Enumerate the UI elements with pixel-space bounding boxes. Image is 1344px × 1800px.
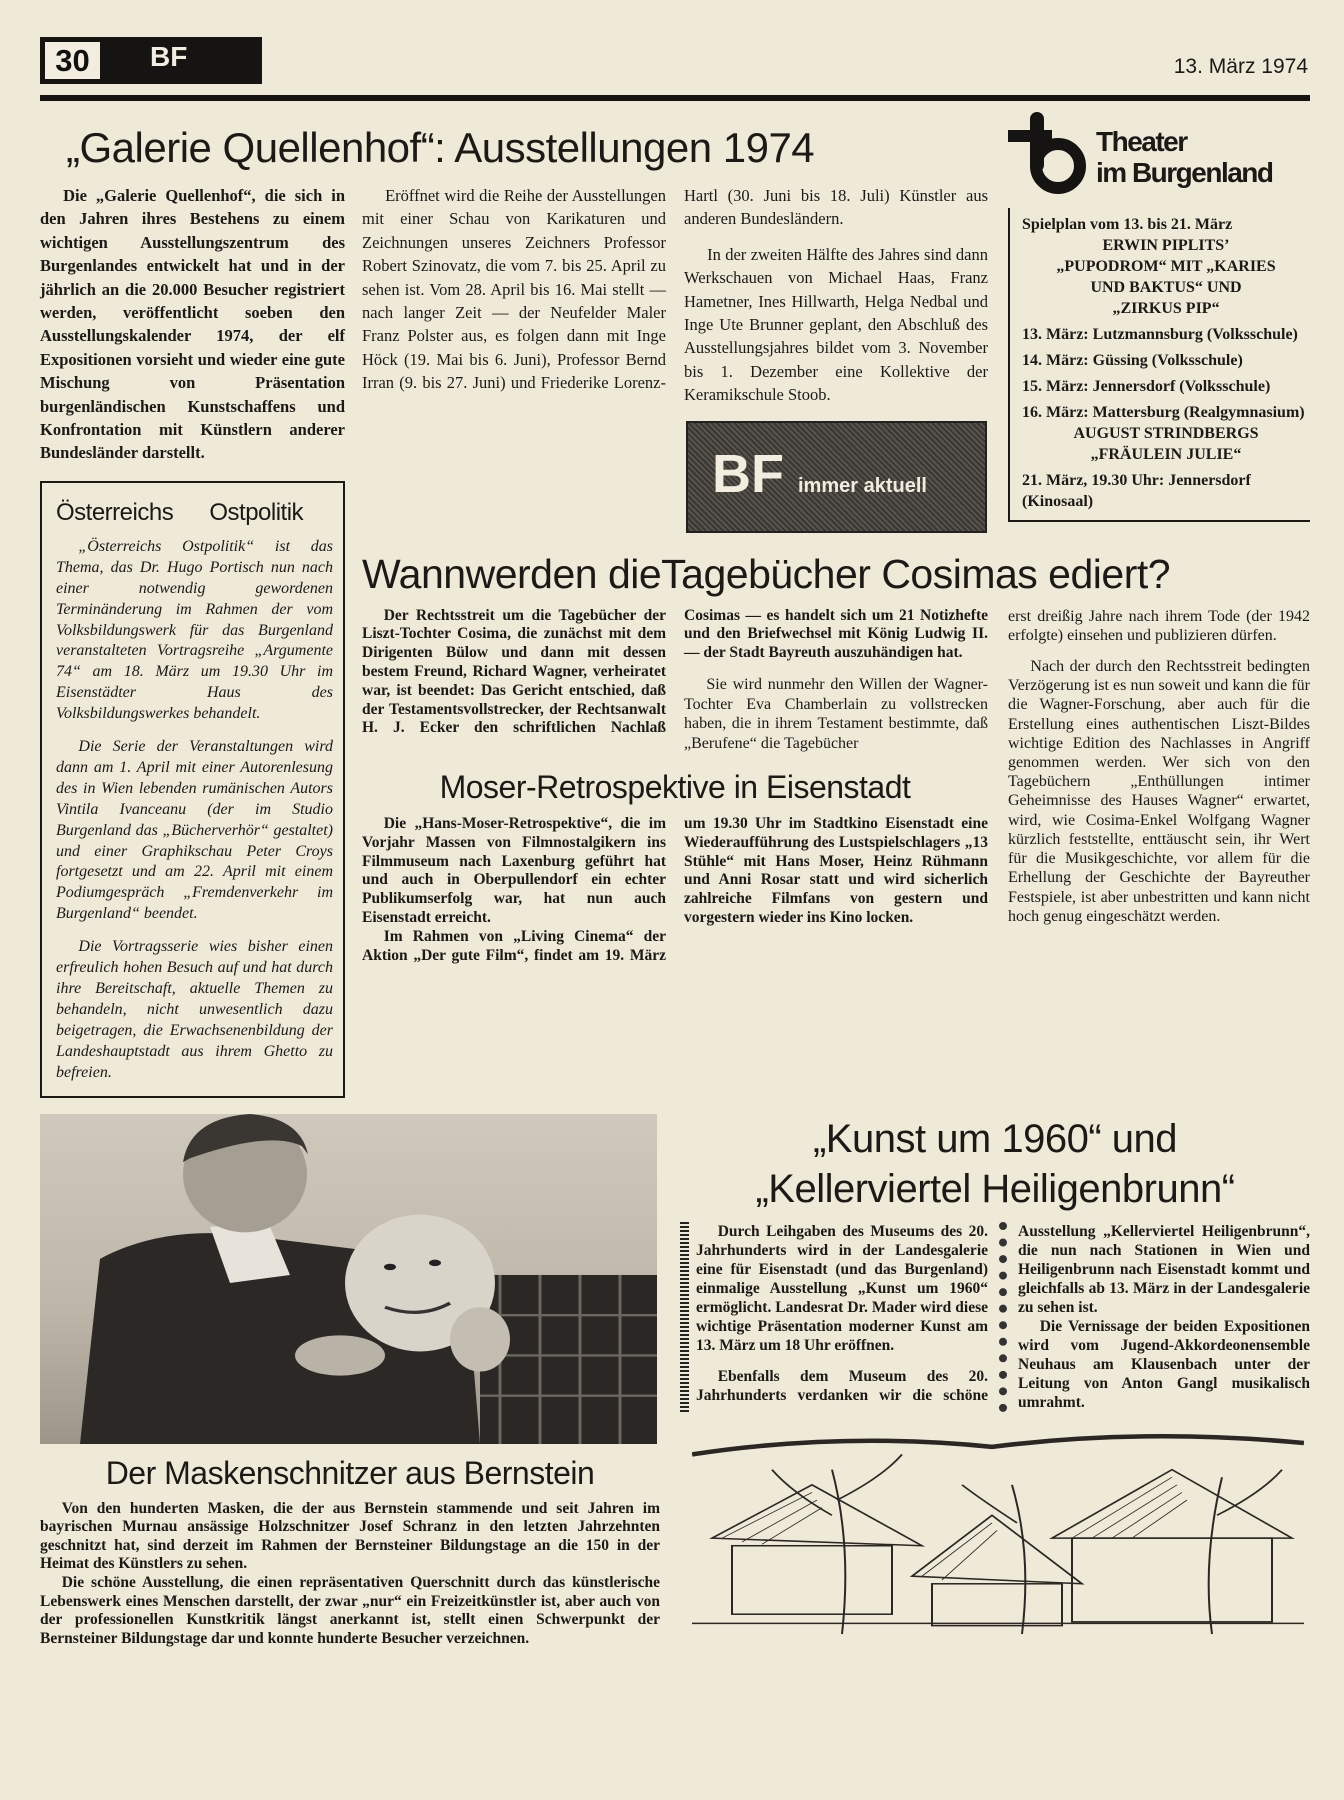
moser-body xyxy=(362,815,988,965)
galerie-continuation xyxy=(362,184,988,533)
play-1-title xyxy=(1022,235,1310,319)
top-headline-row xyxy=(40,110,1310,188)
page-header-badge xyxy=(40,37,262,84)
wagner-paragraph-1: Der Rechtsstreit um die Tagebücher der Liszt-Tochter Cosima, die zunächst mit dem Dirigenten Bülow und dann mit dessen bestem Freund, Richard Wagner, verheiratet war, ist beendet: Das Gericht entschied, daß der Testamentsvollstrecker, der Rechtsanwalt H. J. Ecker den schriftlichen Nachlaß Cosimas — es handelt sich um 21 Notizhefte und den Briefwechsel mit König Ludwig II. — der Stadt Bayreuth auszuhändigen hat. xyxy=(362,606,988,737)
wagner-paragraph-2: Sie wird nunmehr den Willen der Wagner-Tochter Eva Chamberlain zu vollstrecken haben, die in ihrem Testament bestimmte, daß „Berufene“ die Tagebücher xyxy=(684,676,988,752)
ostpolitik-box xyxy=(40,481,345,1098)
photo-illustration xyxy=(40,1114,657,1444)
kunst-headline-line-1: „Kunst um 1960“ und xyxy=(812,1116,1178,1161)
spielplan-heading: Spielplan vom 13. bis 21. März xyxy=(1022,216,1233,233)
play-2-title xyxy=(1022,423,1310,465)
play-2-line: „FRÄULEIN JULIE“ xyxy=(1090,446,1242,463)
masken-paragraph-2: Die schöne Ausstellung, die einen repräsentativen Querschnitt durch das künstlerische Lebenswerk eines Menschen darstellt, der zwar „nur“ ein Freizeitkünstler ist, aber auch von der professionellen Kunstkritik längst anerkannt ist, stellt einen Schwerpunkt der Bernsteiner Bildungstage dar und konnte hunderte Besucher verzeichnen. xyxy=(40,1573,660,1647)
theater-logo xyxy=(1008,110,1310,198)
bf-advertisement xyxy=(686,421,987,533)
schedule-place: Lutzmannsburg (Volksschule) xyxy=(1092,326,1298,343)
galerie-spielplan-row xyxy=(362,184,1310,533)
left-column xyxy=(40,184,345,1098)
play-1-line: „ZIRKUS PIP“ xyxy=(1112,300,1220,317)
kunst-paragraph-1: Durch Leihgaben des Museums des 20. Jahrhunderts wird in der Landesgalerie eine für Eisenstadt (und das Burgenland) einmalige Ausstellung „Kunst um 1960“ ermöglicht. Landesrat Dr. Mader wird diese wichtige Präsentation moderner Kunst am 13. März um 18 Uhr eröffnen. xyxy=(696,1222,988,1354)
schedule-date: 13. März: xyxy=(1022,326,1089,343)
galerie-paragraph-1: Die „Galerie Quellenhof“, die sich in den Jahren ihres Bestehens zu einem wichtigen Ausstellungszentrum des Burgenlandes entwickelt hat und in der jährlich an die 20.000 Besucher registriert werden, veröffentlicht soeben den Ausstellungskalender 1974, der elf Expositionen vorsieht und wieder eine gute Mischung von Präsentation burgenländischen Kunstschaffens und Konfrontation mit Künstlern anderer Bundesländer darstellt. xyxy=(40,186,345,463)
masken-body xyxy=(40,1500,660,1649)
logo-line-1: Theater xyxy=(1096,126,1187,157)
header-rule xyxy=(40,95,1310,101)
schedule-place: 19.30 Uhr: Jennersdorf (Kinosaal) xyxy=(1022,472,1251,510)
wagner-col3 xyxy=(1008,607,1310,926)
wagner-moser-row xyxy=(362,607,1310,966)
kunst-headline xyxy=(680,1114,1310,1214)
theater-logo-text xyxy=(1096,126,1273,188)
village-sketch xyxy=(692,1424,1304,1634)
kunst-paragraph-2: Ebenfalls dem Museum des 20. Jahrhunderts verdanken wir die schöne Ausstellung „Kellerviertel Heiligenbrunn“, die nun nach Stationen in Wien und Heiligenbrunn nach Eisenstadt kommt und gleichfalls ab 13. März in der Landesgalerie zu sehen ist. xyxy=(696,1222,1310,1404)
galerie-lead xyxy=(40,184,345,465)
ad-logo: BF xyxy=(712,443,784,504)
galerie-headline: „Galerie Quellenhof“: Ausstellungen 1974 xyxy=(66,124,815,171)
right-area xyxy=(362,184,1310,965)
kunst-body xyxy=(680,1222,1310,1412)
masken-headline: Der Maskenschnitzer aus Bernstein xyxy=(105,1454,595,1491)
schedule-place: Mattersburg (Realgymnasium) xyxy=(1092,404,1305,421)
galerie-body xyxy=(362,184,988,407)
schedule-place: Jennersdorf (Volksschule) xyxy=(1092,378,1271,395)
issue-date: 13. März 1974 xyxy=(1173,55,1308,78)
kunst-article xyxy=(680,1114,1310,1634)
section-label: BF xyxy=(150,41,188,72)
ostpolitik-paragraph-2: Die Serie der Veranstaltungen wird dann am 1. April mit einer Autorenlesung des in Wien lebenden rumänischen Autors Vintila Ivanceanu (der im Studio Burgenland das „Bücherverhör“ gestaltet) und einer Graphikschau Peter Croys fortgesetzt und am 22. April mit einem Podiumgespräch „Fremdenverkehr im Burgenland“ beendet. xyxy=(56,738,333,923)
bottom-section xyxy=(40,1114,1310,1649)
galerie-paragraph-2: Eröffnet wird die Reihe der Ausstellungen mit einer Schau von Karikaturen und Zeichnungen unseres Zeichners Professor Robert Szinovatz, die vom 7. bis 25. April zu sehen ist. Vom 28. April bis 16. Mai stellt — nach langer Zeit — der Neufelder Maler Franz Polster aus, es folgen dann mit Inge Höck (19. Mai bis 6. Juni), Professor Bernd Irran (9. bis 27. Juni) und Friederike Lorenz-Hartl (30. Juni bis 18. Juli) Künstler aus anderen Bundesländern. xyxy=(362,186,988,393)
theater-logo-icon xyxy=(1008,110,1088,198)
schedule-date: 14. März: xyxy=(1022,352,1089,369)
wagner-lead xyxy=(362,607,988,753)
galerie-paragraph-3: In der zweiten Hälfte des Jahres sind dann Werkschauen von Michael Haas, Franz Hametner, Ines Hillwarth, Helga Nedbal und Inge Ute Brunner geplant, den Abschluß des Ausstellungsjahres bildet vom 3. November bis 1. Dezember eine Kollektive der Keramikschule Stoob. xyxy=(684,244,988,405)
schedule-entry xyxy=(1022,376,1310,397)
mask-carver-photo xyxy=(40,1114,657,1444)
schedule-date: 15. März: xyxy=(1022,378,1089,395)
masken-article xyxy=(40,1114,660,1649)
logo-line-2: im Burgenland xyxy=(1096,157,1273,188)
moser-headline: Moser-Retrospektive in Eisenstadt xyxy=(439,769,911,806)
ad-slogan: immer aktuell xyxy=(798,474,927,497)
play-1-line: UND BAKTUS“ UND xyxy=(1090,279,1242,296)
ostpolitik-paragraph-1: „Österreichs Ostpolitik“ ist das Thema, das Dr. Hugo Portisch nun nach einer notwendig gewordenen Terminänderung im Rahmen der vom Volksbildungswerk für das Burgenland veranstalteten Vortragsreihe „Argumente 74“ am 18. März um 19.30 Uhr im Eisenstädter Haus des Volksbildungswerkes behandelt. xyxy=(56,537,333,723)
schedule-entry xyxy=(1022,470,1310,512)
wagner-paragraph-4: Nach der durch den Rechtsstreit bedingten Verzögerung ist es nun soweit und kann die für die Wagner-Forschung, aber auch für die Erstellung eines authentischen Liszt-Bildes wichtige Edition des Nachlasses in Angriff genommen werden. Wer sich von den Tagebüchern „Enthüllungen intimer Geheimnisse des Hauses Wagner“ erwartet, wird, wie Cosima-Enkel Wolfgang Wagner kürzlich feststellte, enttäuscht sein, ihr Wert für die Musikgeschichte, vor allem für die Erhellung der Geschichte der Bayreuther Festspiele, ist aber unbestritten und kann nicht hoch genug eingeschätzt werden. xyxy=(1008,658,1310,925)
schedule-date: 16. März: xyxy=(1022,404,1089,421)
masken-paragraph-1: Von den hunderten Masken, die der aus Bernstein stammende und seit Jahren im bayrischen Murnau ansässige Holzschnitzer Josef Schranz in den letzten Jahrzehnten geschnitzt hat, sind derzeit im Rahmen der Bernsteiner Bildungstage an die 150 in der Heimat des Künstlers zu sehen. xyxy=(40,1499,660,1573)
wagner-headline: Wannwerden dieTagebücher Cosimas ediert? xyxy=(362,550,1171,597)
schedule-entry xyxy=(1022,350,1310,371)
schedule-entry xyxy=(1022,324,1310,345)
page-number: 30 xyxy=(45,42,100,79)
schedule-entry xyxy=(1022,402,1310,423)
schedule-date: 21. März, xyxy=(1022,472,1088,489)
page-content xyxy=(40,110,1310,1648)
wagner-moser-left xyxy=(362,607,988,966)
wagner-paragraph-3: erst dreißig Jahre nach ihrem Tode (der 1942 erfolgte) einsehen und publizieren dürfen. xyxy=(1008,607,1310,644)
kunst-headline-line-2: „Kellerviertel Heiligenbrunn“ xyxy=(755,1166,1235,1211)
kellerviertel-drawing xyxy=(692,1424,1304,1634)
ostpolitik-headline: Österreichs Ostpolitik xyxy=(56,498,304,526)
kunst-paragraph-3: Die Vernissage der beiden Expositionen wird vom Jugend-Akkordeonensemble Neuhaus am Klausenbach unter der Leitung von Anton Gangl musikalisch umrahmt. xyxy=(1018,1317,1310,1411)
middle-section xyxy=(40,184,1310,1098)
moser-paragraph-2: Im Rahmen von „Living Cinema“ der Aktion „Der gute Film“, findet am 19. März um 19.30 Uhr im Stadtkino Eisenstadt eine Wiederaufführung des Lustspielschlagers „13 Stühle“ mit Hans Moser, Heinz Rühmann und Anni Rosar statt und wird sicherlich zahlreiche Filmfans von gestern und vorgestern wieder ins Kino locken. xyxy=(362,815,988,964)
play-1-line: „PUPODROM“ MIT „KARIES xyxy=(1056,258,1276,275)
ostpolitik-paragraph-3: Die Vortragsserie wies bisher einen erfreulich hohen Besuch auf und hat durch ihre Bereitschaft, aktuelle Themen zu behandeln, nicht unwesentlich dazu beigetragen, die Erwachsenenbildung der Landeshauptstadt aus ihrem Ghetto zu befreien. xyxy=(56,938,333,1081)
schedule-place: Güssing (Volksschule) xyxy=(1092,352,1243,369)
ostpolitik-body xyxy=(56,537,333,1084)
play-2-line: AUGUST STRINDBERGS xyxy=(1073,425,1259,442)
moser-paragraph-1: Die „Hans-Moser-Retrospektive“, die im Vorjahr Massen von Filmnostalgikern ins Filmmuseum nach Laxenburg geführt hat und auch in Oberpullendorf ein echter Publikumserfolg war, hat nun auch Eisenstadt erreicht. xyxy=(362,815,666,927)
play-1-line: ERWIN PIPLITS’ xyxy=(1102,237,1230,254)
spielplan-box xyxy=(1008,208,1310,522)
